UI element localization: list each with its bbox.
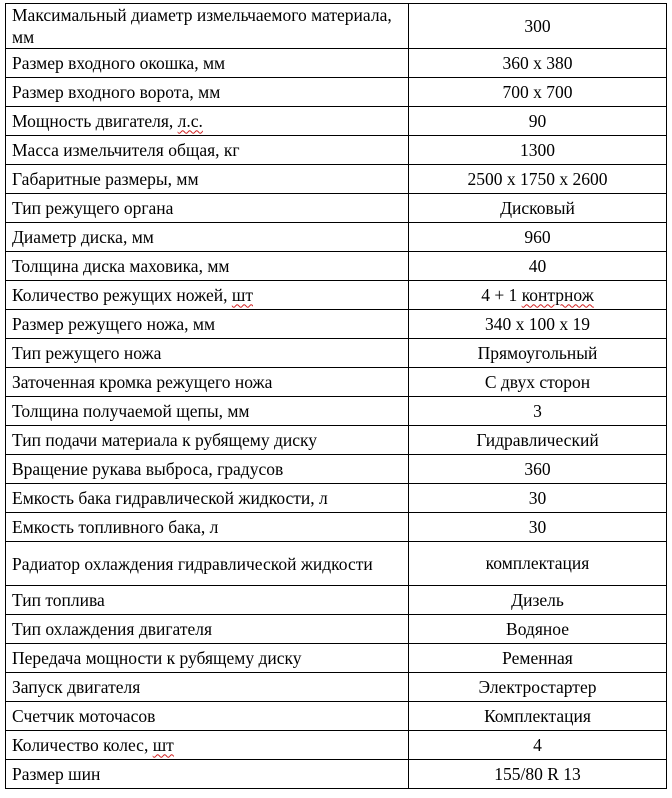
parameter-value: Водяное xyxy=(409,615,667,644)
table-row xyxy=(6,426,667,455)
parameter-name: Тип режущего органа xyxy=(6,194,409,223)
parameter-value xyxy=(409,281,667,310)
parameter-name: Размер входного окошка, мм xyxy=(6,49,409,78)
parameter-value: 155/80 R 13 xyxy=(409,760,667,789)
parameter-name: Диаметр диска, мм xyxy=(6,223,409,252)
parameter-name: Тип топлива xyxy=(6,586,409,615)
parameter-value: Электростартер xyxy=(409,673,667,702)
parameter-name: Радиатор охлаждения гидравлической жидкости xyxy=(6,542,409,586)
table-row xyxy=(6,136,667,165)
parameter-value: 340 х 100 х 19 xyxy=(409,310,667,339)
parameter-name: Максимальный диаметр измельчаемого материала, мм xyxy=(6,4,409,49)
table-row xyxy=(6,194,667,223)
table-row xyxy=(6,49,667,78)
parameter-value: 360 х 380 xyxy=(409,49,667,78)
table-row xyxy=(6,455,667,484)
parameter-value: 960 xyxy=(409,223,667,252)
parameter-name: Тип охлаждения двигателя xyxy=(6,615,409,644)
parameter-value: Прямоугольный xyxy=(409,339,667,368)
specifications-table xyxy=(5,3,667,789)
parameter-name: Запуск двигателя xyxy=(6,673,409,702)
parameter-value: 2500 х 1750 х 2600 xyxy=(409,165,667,194)
parameter-name xyxy=(6,107,409,136)
table-row xyxy=(6,513,667,542)
parameter-name: Толщина получаемой щепы, мм xyxy=(6,397,409,426)
table-row xyxy=(6,542,667,586)
parameter-name: Масса измельчителя общая, кг xyxy=(6,136,409,165)
spellcheck-flagged-text: л.с. xyxy=(177,110,203,131)
spellcheck-flagged-text: шт xyxy=(231,284,253,305)
table-row xyxy=(6,760,667,789)
parameter-value: 40 xyxy=(409,252,667,281)
parameter-name: Заточенная кромка режущего ножа xyxy=(6,368,409,397)
parameter-value: Дизель xyxy=(409,586,667,615)
parameter-value: 30 xyxy=(409,484,667,513)
parameter-name: Размер шин xyxy=(6,760,409,789)
parameter-name xyxy=(6,281,409,310)
parameter-name: Емкость бака гидравлической жидкости, л xyxy=(6,484,409,513)
parameter-name: Вращение рукава выброса, градусов xyxy=(6,455,409,484)
table-row xyxy=(6,107,667,136)
table-row xyxy=(6,368,667,397)
table-row xyxy=(6,281,667,310)
table-row xyxy=(6,731,667,760)
parameter-name: Емкость топливного бака, л xyxy=(6,513,409,542)
parameter-value: 3 xyxy=(409,397,667,426)
parameter-name: Размер входного ворота, мм xyxy=(6,78,409,107)
parameter-name xyxy=(6,731,409,760)
parameter-value: Гидравлический xyxy=(409,426,667,455)
table-row xyxy=(6,702,667,731)
table-row xyxy=(6,644,667,673)
parameter-name: Счетчик моточасов xyxy=(6,702,409,731)
parameter-name: Толщина диска маховика, мм xyxy=(6,252,409,281)
table-row xyxy=(6,397,667,426)
parameter-value: С двух сторон xyxy=(409,368,667,397)
table-row xyxy=(6,339,667,368)
table-row xyxy=(6,4,667,49)
table-row xyxy=(6,223,667,252)
table-row xyxy=(6,252,667,281)
parameter-name: Тип режущего ножа xyxy=(6,339,409,368)
parameter-value: 700 х 700 xyxy=(409,78,667,107)
parameter-name: Тип подачи материала к рубящему диску xyxy=(6,426,409,455)
table-row xyxy=(6,586,667,615)
parameter-name: Габаритные размеры, мм xyxy=(6,165,409,194)
parameter-value-text: 4 + 1 xyxy=(481,284,522,305)
parameter-value: 90 xyxy=(409,107,667,136)
parameter-value: 300 xyxy=(409,4,667,49)
parameter-value: 360 xyxy=(409,455,667,484)
parameter-name-text: Мощность двигателя, xyxy=(12,110,178,131)
spellcheck-flagged-text: шт xyxy=(152,734,174,755)
parameter-value: 30 xyxy=(409,513,667,542)
table-row xyxy=(6,615,667,644)
table-row xyxy=(6,484,667,513)
parameter-value: Комплектация xyxy=(409,702,667,731)
parameter-value: комплектация xyxy=(409,542,667,586)
spellcheck-flagged-text: контрнож xyxy=(521,284,594,305)
parameter-name-text: Количество колес, xyxy=(12,734,153,755)
parameter-name-text: Количество режущих ножей, xyxy=(12,284,232,305)
table-row xyxy=(6,673,667,702)
parameter-value: 4 xyxy=(409,731,667,760)
parameter-value: Ременная xyxy=(409,644,667,673)
parameter-name: Передача мощности к рубящему диску xyxy=(6,644,409,673)
parameter-value: Дисковый xyxy=(409,194,667,223)
parameter-value: 1300 xyxy=(409,136,667,165)
table-row xyxy=(6,78,667,107)
parameter-name: Размер режущего ножа, мм xyxy=(6,310,409,339)
table-row xyxy=(6,310,667,339)
table-row xyxy=(6,165,667,194)
